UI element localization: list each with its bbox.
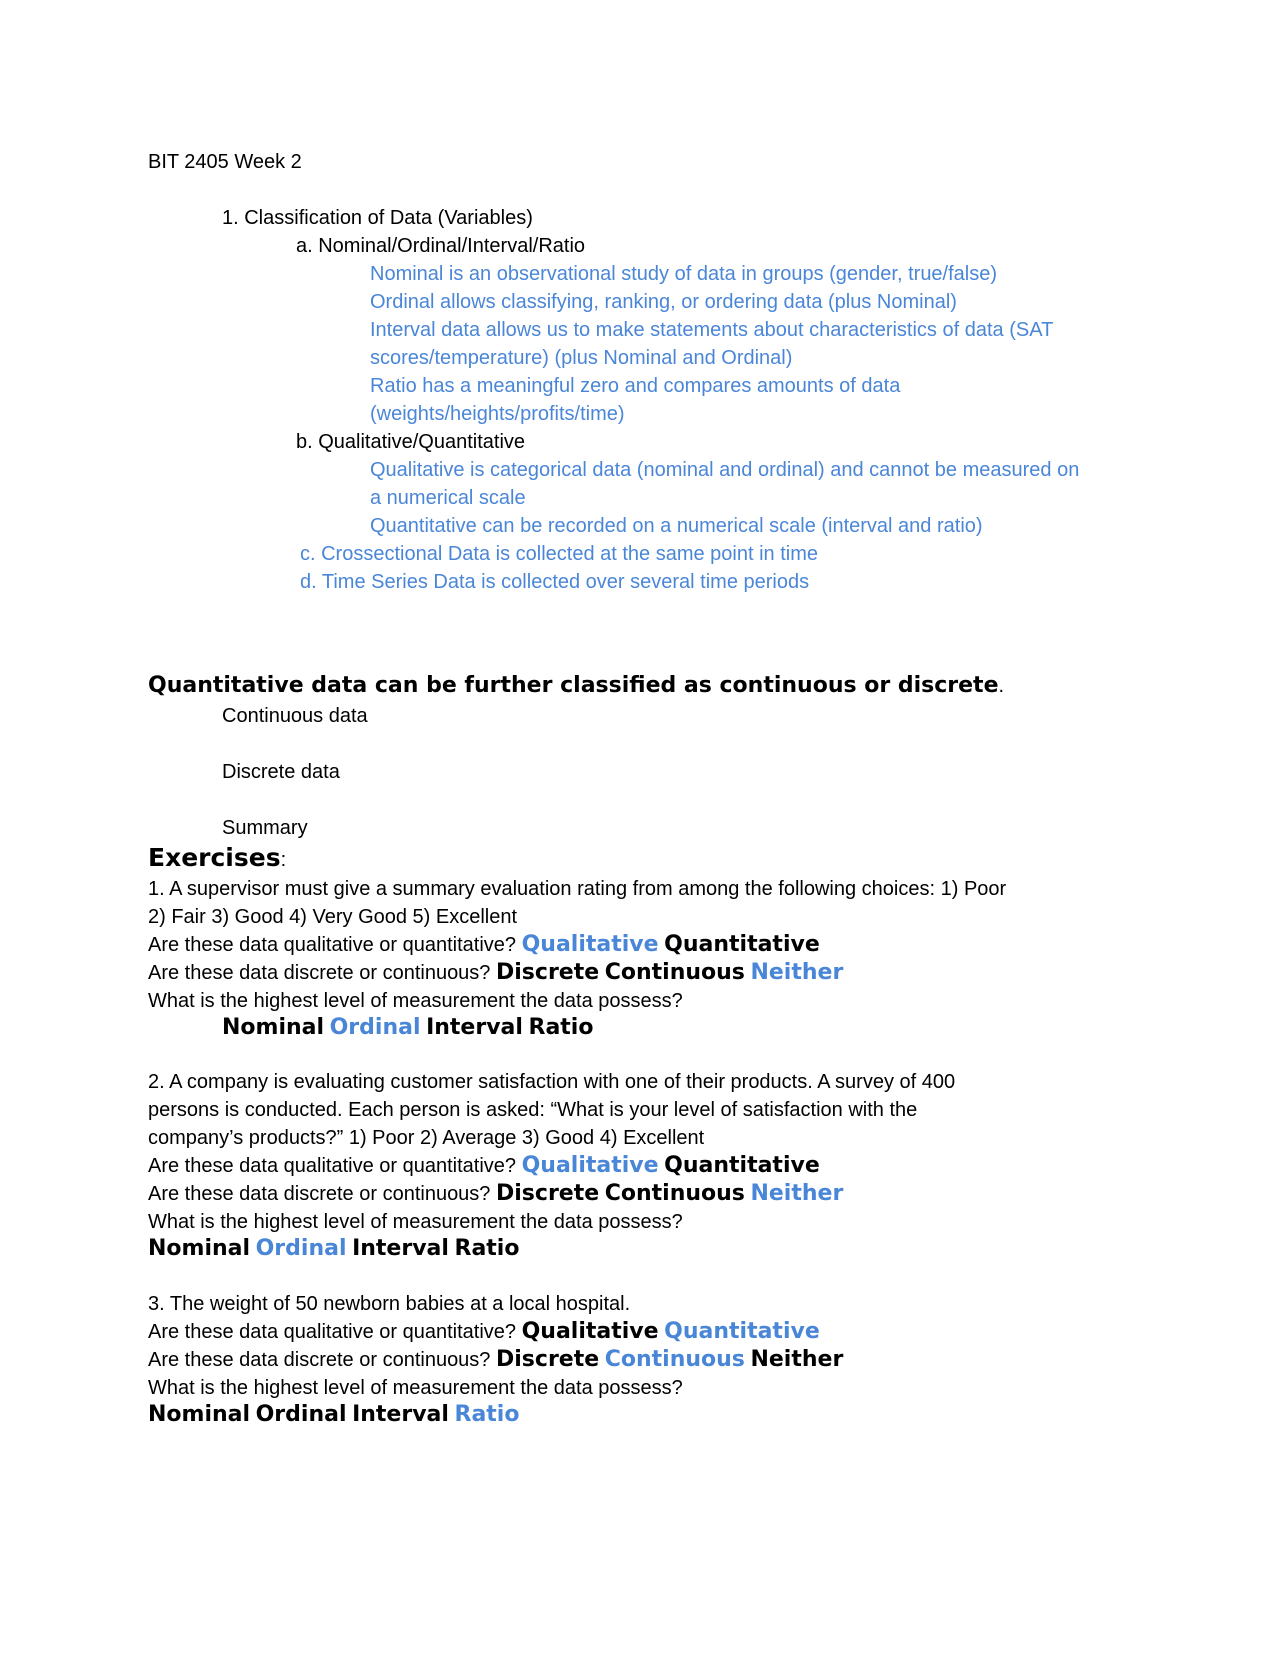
exercise-2-level-options [148,1235,519,1263]
quantitative-heading [148,672,1004,700]
answer-qualitative: Qualitative [521,1153,659,1178]
outline-item-c: c. Crossectional Data is collected at the same point in time [300,543,819,565]
outline-item-a: a. Nominal/Ordinal/Interval/Ratio [296,235,586,257]
outline-item-b: b. Qualitative/Quantitative [296,431,526,453]
quantitative-heading-text: Quantitative data can be further classified as continuous or discrete [148,673,999,698]
answer-continuous: Continuous [604,1347,745,1372]
exercise-1-level-options [222,1014,593,1042]
outline-item-d: d. Time Series Data is collected over several time periods [300,571,810,593]
option-interval: Interval [352,1236,449,1261]
question-text: Are these data qualitative or quantitative? [148,1321,517,1343]
question-text: Are these data discrete or continuous? [148,962,491,984]
answer-ordinal: Ordinal [329,1015,421,1040]
exercise-2-text: company’s products?” 1) Poor 2) Average 3) Good 4) Excellent [148,1127,705,1149]
exercise-1-text: 1. A supervisor must give a summary evaluation rating from among the following choices: 1) Poor [148,878,1007,900]
outline-item-1: 1. Classification of Data (Variables) [222,207,533,229]
outline-a-line: Ratio has a meaningful zero and compares amounts of data [370,375,901,397]
exercise-2-text: persons is conducted. Each person is asked: “What is your level of satisfaction with the [148,1099,918,1121]
exercise-2-text: 2. A company is evaluating customer satisfaction with one of their products. A survey of 400 [148,1071,956,1093]
question-text: Are these data qualitative or quantitative? [148,934,517,956]
quantitative-heading-period: . [998,675,1005,697]
exercise-2-qual-question [148,1152,820,1180]
outline-b-line: Quantitative can be recorded on a numerical scale (interval and ratio) [370,515,983,537]
exercise-3-text: 3. The weight of 50 newborn babies at a local hospital. [148,1293,631,1315]
option-discrete: Discrete [496,1347,600,1372]
exercise-1-disc-question [148,959,843,987]
option-interval: Interval [426,1015,523,1040]
outline-a-line: (weights/heights/profits/time) [370,403,625,425]
exercise-3-qual-question [148,1318,820,1346]
exercise-3-level-question: What is the highest level of measurement the data possess? [148,1377,683,1399]
answer-qualitative: Qualitative [521,932,659,957]
outline-a-line: scores/temperature) (plus Nominal and Ordinal) [370,347,793,369]
option-continuous: Continuous [604,1181,745,1206]
outline-b-line: a numerical scale [370,487,526,509]
option-continuous: Continuous [604,960,745,985]
option-ratio: Ratio [454,1236,520,1261]
option-nominal: Nominal [222,1015,325,1040]
exercises-heading-text: Exercises [148,843,281,872]
exercise-2-disc-question [148,1180,843,1208]
question-text: Are these data discrete or continuous? [148,1183,491,1205]
exercise-3-level-options [148,1401,519,1429]
exercise-1-qual-question [148,931,820,959]
answer-quantitative: Quantitative [664,1319,820,1344]
outline-a-line: Interval data allows us to make statements about characteristics of data (SAT [370,319,1054,341]
answer-neither: Neither [750,1181,844,1206]
answer-ratio: Ratio [454,1402,520,1427]
question-text: Are these data discrete or continuous? [148,1349,491,1371]
option-neither: Neither [750,1347,844,1372]
continuous-data-label: Continuous data [222,705,368,727]
option-nominal: Nominal [148,1236,251,1261]
outline-a-line: Nominal is an observational study of data in groups (gender, true/false) [370,263,998,285]
question-text: Are these data qualitative or quantitative? [148,1155,517,1177]
option-quantitative: Quantitative [664,1153,820,1178]
option-quantitative: Quantitative [664,932,820,957]
exercise-2-level-question: What is the highest level of measurement the data possess? [148,1211,683,1233]
document-title: BIT 2405 Week 2 [148,151,302,173]
option-interval: Interval [352,1402,449,1427]
option-ratio: Ratio [528,1015,594,1040]
answer-ordinal: Ordinal [255,1236,347,1261]
exercise-3-disc-question [148,1346,843,1374]
option-qualitative: Qualitative [521,1319,659,1344]
exercise-1-text: 2) Fair 3) Good 4) Very Good 5) Excellent [148,906,518,928]
option-ordinal: Ordinal [255,1402,347,1427]
discrete-data-label: Discrete data [222,761,340,783]
summary-label: Summary [222,817,308,839]
exercises-heading-colon: : [280,849,287,871]
exercise-1-level-question: What is the highest level of measurement the data possess? [148,990,683,1012]
outline-a-line: Ordinal allows classifying, ranking, or ordering data (plus Nominal) [370,291,957,313]
option-discrete: Discrete [496,960,600,985]
option-discrete: Discrete [496,1181,600,1206]
answer-neither: Neither [750,960,844,985]
outline-b-line: Qualitative is categorical data (nominal and ordinal) and cannot be measured on [370,459,1080,481]
option-nominal: Nominal [148,1402,251,1427]
exercises-heading [148,842,286,876]
